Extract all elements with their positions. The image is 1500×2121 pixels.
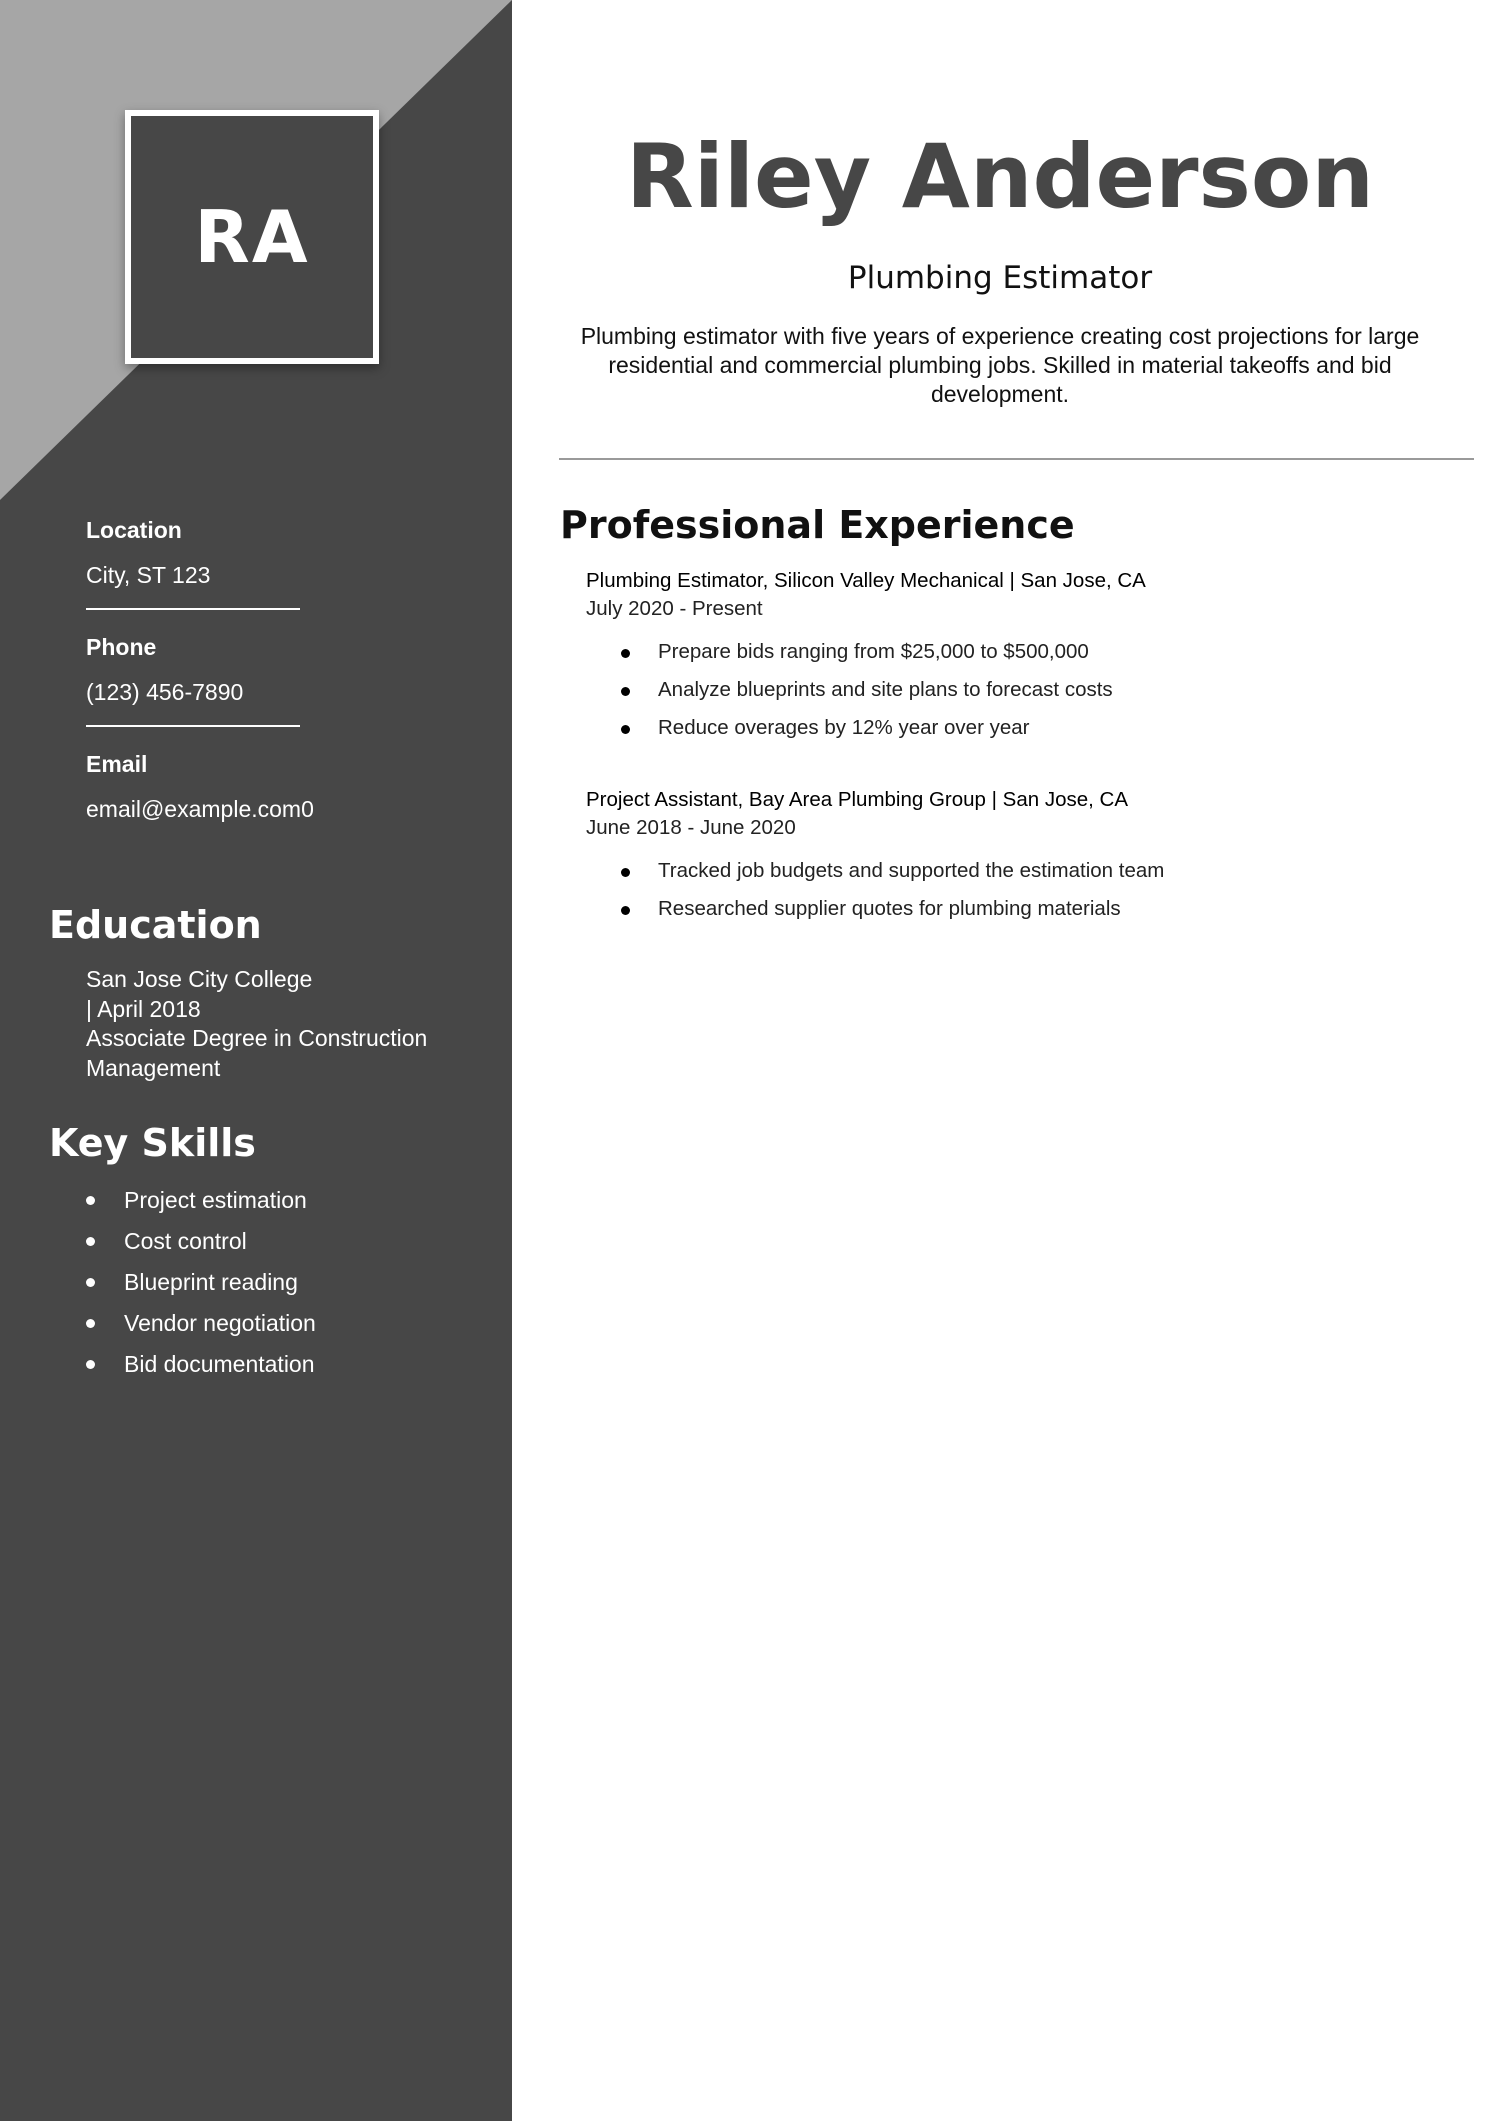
- sidebar: [0, 0, 512, 2121]
- skill-item: [86, 1303, 316, 1344]
- job-bullet-text: Prepare bids ranging from $25,000 to $500,000: [658, 640, 1089, 663]
- skills-heading: Key Skills: [49, 1121, 256, 1165]
- bullet-icon: [621, 868, 630, 877]
- bullet-icon: [86, 1278, 95, 1287]
- education-heading: Education: [49, 903, 262, 947]
- email-block: [86, 749, 446, 824]
- monogram-initials: RA: [194, 195, 310, 279]
- bullet-icon: [86, 1360, 95, 1369]
- contact-divider: [86, 725, 300, 727]
- bullet-icon: [621, 649, 630, 658]
- job-bullet: [586, 633, 1466, 671]
- job-bullet-text: Analyze blueprints and site plans to forecast costs: [658, 678, 1113, 701]
- skill-label: Cost control: [124, 1228, 247, 1254]
- job-bullet-text: Researched supplier quotes for plumbing materials: [658, 897, 1121, 920]
- skill-label: Vendor negotiation: [124, 1310, 316, 1336]
- job-bullet-text: Reduce overages by 12% year over year: [658, 716, 1030, 739]
- contact-section: [86, 515, 446, 846]
- contact-divider: [86, 608, 300, 610]
- job-dates: July 2020 - Present: [586, 597, 763, 620]
- location-value: City, ST 123: [86, 562, 211, 588]
- job-entry: [586, 567, 1466, 747]
- monogram-box: [125, 110, 379, 364]
- location-label: Location: [86, 517, 182, 543]
- candidate-title: Plumbing Estimator: [847, 260, 1153, 296]
- education-date: | April 2018: [86, 995, 201, 1022]
- bullet-icon: [621, 725, 630, 734]
- experience-heading: Professional Experience: [560, 503, 1075, 547]
- job-bullets: [586, 633, 1466, 747]
- bullet-icon: [621, 687, 630, 696]
- bullet-icon: [86, 1196, 95, 1205]
- job-bullet: [586, 852, 1466, 890]
- phone-label: Phone: [86, 634, 157, 660]
- header-divider: [559, 458, 1474, 460]
- job-bullets: [586, 852, 1466, 928]
- email-label: Email: [86, 751, 148, 777]
- education-details: [86, 965, 466, 1083]
- email-value: email@example.com0: [86, 796, 314, 822]
- skill-item: [86, 1221, 316, 1262]
- location-block: [86, 515, 446, 610]
- skill-item: [86, 1180, 316, 1221]
- education-degree: Associate Degree in Construction Management: [86, 1025, 428, 1081]
- candidate-name: Riley Anderson: [625, 125, 1375, 228]
- bullet-icon: [86, 1237, 95, 1246]
- job-role: Project Assistant, Bay Area Plumbing Group | San Jose, CA: [586, 788, 1129, 811]
- job-entry: [586, 786, 1466, 928]
- job-role: Plumbing Estimator, Silicon Valley Mechanical | San Jose, CA: [586, 569, 1146, 592]
- education-school: San Jose City College: [86, 966, 313, 992]
- skill-item: [86, 1262, 316, 1303]
- bullet-icon: [621, 906, 630, 915]
- skills-list: [86, 1180, 316, 1385]
- skill-label: Bid documentation: [124, 1351, 315, 1377]
- bullet-icon: [86, 1319, 95, 1328]
- job-bullet-text: Tracked job budgets and supported the estimation team: [658, 859, 1165, 882]
- skill-label: Blueprint reading: [124, 1269, 298, 1295]
- job-dates: June 2018 - June 2020: [586, 816, 796, 839]
- job-bullet: [586, 671, 1466, 709]
- skill-label: Project estimation: [124, 1187, 307, 1213]
- phone-block: [86, 632, 446, 727]
- job-bullet: [586, 890, 1466, 928]
- job-bullet: [586, 709, 1466, 747]
- phone-value: (123) 456-7890: [86, 679, 244, 705]
- summary-text: Plumbing estimator with five years of experience creating cost projections for large residential and commercial plumbing jobs. Skilled in material takeoffs and bid development.: [580, 323, 1420, 407]
- skill-item: [86, 1344, 316, 1385]
